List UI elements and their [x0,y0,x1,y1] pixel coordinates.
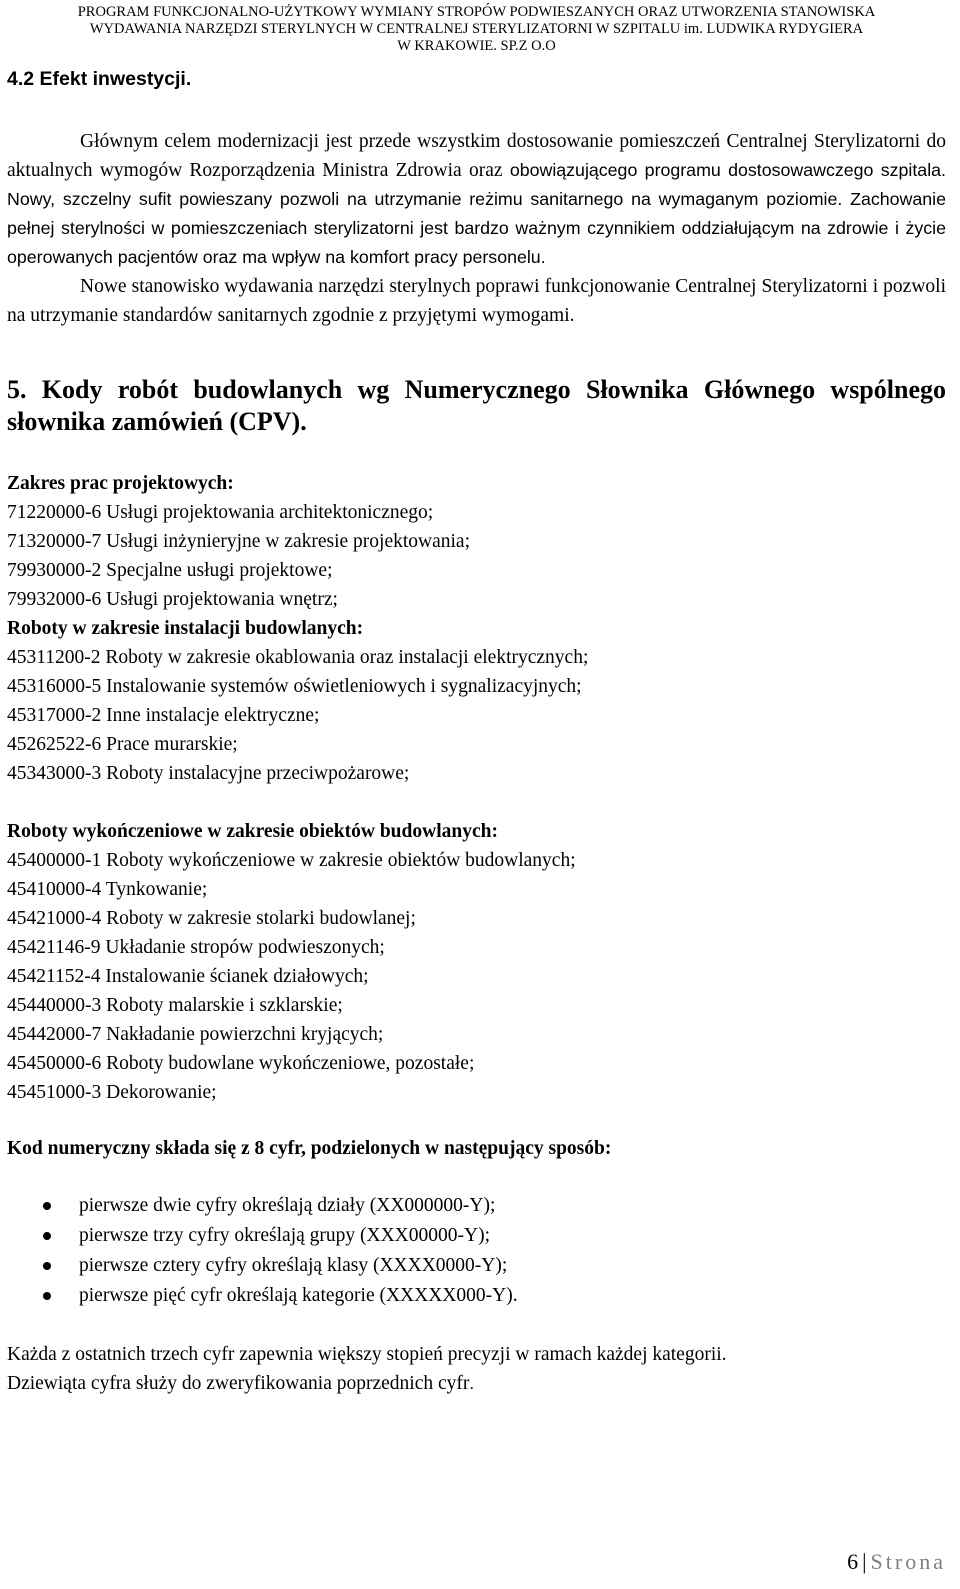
code-line: 71320000-7 Usługi inżynieryjne w zakresie projektowania; [7,531,471,552]
code-line: 79932000-6 Usługi projektowania wnętrz; [7,589,338,610]
closing-line-2 [7,1369,946,1398]
code-line: 45316000-5 Instalowanie systemów oświetleniowych i sygnalizacyjnych; [7,676,582,697]
code-line: 45442000-7 Nakładanie powierzchni kryjących; [7,1024,384,1045]
list-item [7,1281,946,1311]
code-line: 71220000-6 Usługi projektowania architektonicznego; [7,502,434,523]
code-line: 45421146-9 Układanie stropów podwieszonych; [7,937,385,958]
closing-paragraph [7,1340,946,1398]
code-line: 45262522-6 Prace murarskie; [7,734,238,755]
code-line: 45421000-4 Roboty w zakresie stolarki budowlanej; [7,908,416,929]
group-title-installations: Roboty w zakresie instalacji budowlanych: [7,618,364,639]
code-line: 45343000-3 Roboty instalacyjne przeciwpożarowe; [7,763,410,784]
bullet-icon [43,1262,51,1270]
bullet-icon [43,1292,51,1300]
code-line: 45410000-4 Tynkowanie; [7,879,208,900]
section-4-2-title: 4.2 Efekt inwestycji. [7,68,192,90]
page-header [7,0,946,55]
closing-line-2-text: Dziewiąta cyfra służy do zweryfikowania poprzednich cyfr [7,1373,470,1394]
code-line: 45451000-3 Dekorowanie; [7,1082,217,1103]
section-4-2-paragraph-2: Nowe stanowisko wydawania narzędzi sterylnych poprawi funkcjonowanie Centralnej Sterylizatorni i pozwoli na utrzymanie standardów sanitarnych zgodnie z przyjętymi wymogami. [7,276,946,326]
header-line-1: PROGRAM FUNKCJONALNO-UŻYTKOWY WYMIANY STROPÓW PODWIESZANYCH ORAZ UTWORZENIA STANOWISKA [77,4,876,20]
group-title-design: Zakres prac projektowych: [7,473,234,494]
bullet-icon [43,1232,51,1240]
list-item [7,1191,946,1221]
spacer [7,788,946,817]
list-item-text: pierwsze dwie cyfry określają działy (XX000000-Y); [79,1195,496,1216]
page-label: Strona [870,1549,946,1574]
page-footer [847,1549,946,1575]
code-line: 45311200-2 Roboty w zakresie okablowania oraz instalacji elektrycznych; [7,647,589,668]
list-item-text: pierwsze cztery cyfry określają klasy (XXXX0000-Y); [79,1255,508,1276]
section-4-2-paragraph-1 [7,127,946,272]
header-line-3: W KRAKOWIE. SP.Z O.O [397,38,556,54]
list-item [7,1251,946,1281]
cpv-code-list [7,469,946,1107]
group-title-finishing: Roboty wykończeniowe w zakresie obiektów budowlanych: [7,821,498,842]
code-line: 45317000-2 Inne instalacje elektryczne; [7,705,320,726]
list-item-text: pierwsze pięć cyfr określają kategorie (XXXXX000-Y). [79,1285,518,1306]
code-line: 45450000-6 Roboty budowlane wykończeniowe, pozostałe; [7,1053,475,1074]
footer-separator: | [862,1549,867,1574]
page-number: 6 [847,1549,859,1574]
closing-line-2-period: . [469,1374,475,1393]
section-5-title: 5. Kody robót budowlanych wg Numerycznego Słownika Głównego wspólnego słownika zamówień (CPV). [7,375,946,436]
code-line: 45421152-4 Instalowanie ścianek działowych; [7,966,369,987]
code-line: 79930000-2 Specjalne usługi projektowe; [7,560,333,581]
numeric-code-bullet-list [7,1191,946,1311]
list-item-text: pierwsze trzy cyfry określają grupy (XXX00000-Y); [79,1225,490,1246]
paragraph-1-serif-text: Głównym celem modernizacji jest przede wszystkim dostosowanie pomieszczeń Centralnej Sterylizatorni do aktualnych wymogów Rozporządzenia Ministra Zdrowia oraz [7,131,946,181]
bullet-icon [43,1202,51,1210]
code-line: 45400000-1 Roboty wykończeniowe w zakresie obiektów budowlanych; [7,850,576,871]
code-line: 45440000-3 Roboty malarskie i szklarskie; [7,995,343,1016]
paragraph-1-sans-text: obowiązującego programu dostosowawczego szpitala. Nowy, szczelny sufit powieszany pozwoli na utrzymanie reżimu sanitarnego na wymaganym poziomie. Zachowanie pełnej sterylności w pomieszczeniach sterylizatorni jest bardzo ważnym czynnikiem oddziałującym na zdrowie i życie operowanych pacjentów oraz ma wpływ na komfort pracy personelu. [7,160,946,267]
numeric-code-title: Kod numeryczny składa się z 8 cyfr, podzielonych w następujący sposób: [7,1138,612,1159]
header-line-2: WYDAWANIA NARZĘDZI STERYLNYCH W CENTRALNEJ STERYLIZATORNI W SZPITALU im. LUDWIKA RYDYGIERA [89,21,864,37]
list-item [7,1221,946,1251]
closing-line-1: Każda z ostatnich trzech cyfr zapewnia większy stopień precyzji w ramach każdej kategorii. [7,1344,727,1365]
